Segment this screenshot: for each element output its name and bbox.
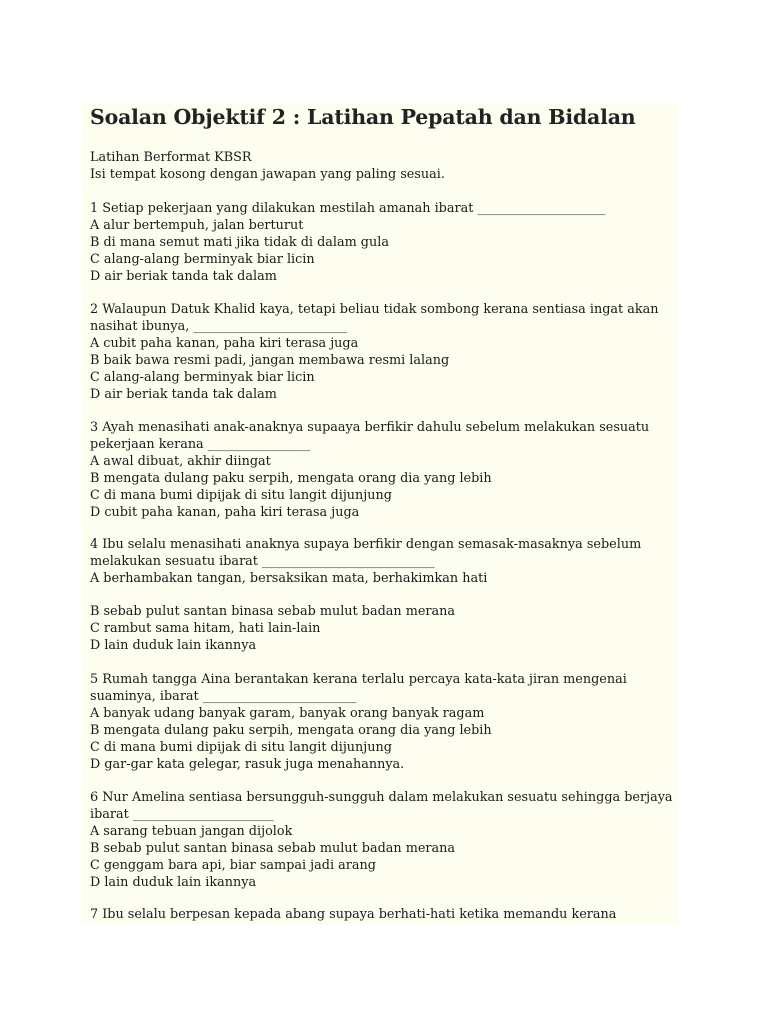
option-a: A alur bertempuh, jalan berturut (90, 218, 304, 233)
question-text: 6 Nur Amelina sentiasa bersungguh-sungguh dalam melakukan sesuatu sehingga berjaya (90, 790, 673, 805)
question-4 (90, 536, 641, 654)
question-text: pekerjaan kerana ________________ (90, 437, 311, 452)
option-d: D lain duduk lain ikannya (90, 638, 257, 653)
option-c: C alang-alang berminyak biar licin (90, 370, 315, 385)
option-a: A cubit paha kanan, paha kiri terasa juga (90, 336, 359, 351)
option-b: B di mana semut mati jika tidak di dalam gula (90, 235, 389, 250)
question-text: 7 Ibu selalu berpesan kepada abang supaya berhati-hati ketika memandu kerana (90, 907, 617, 922)
intro-line: Latihan Berformat KBSR (90, 150, 252, 165)
intro (90, 149, 445, 183)
question-3 (90, 419, 649, 521)
option-b: B mengata dulang paku serpih, mengata orang dia yang lebih (90, 471, 492, 486)
option-a: A banyak udang banyak garam, banyak orang banyak ragam (90, 706, 485, 721)
intro-line: Isi tempat kosong dengan jawapan yang paling sesuai. (90, 167, 445, 182)
question-text: 1 Setiap pekerjaan yang dilakukan mestilah amanah ibarat ____________________ (90, 201, 606, 216)
question-text: 3 Ayah menasihati anak-anaknya supaaya berfikir dahulu sebelum melakukan sesuatu (90, 420, 650, 435)
option-c: C di mana bumi dipijak di situ langit dijunjung (90, 488, 392, 503)
question-text: 5 Rumah tangga Aina berantakan kerana terlalu percaya kata-kata jiran mengenai (90, 672, 627, 687)
question-1 (90, 200, 605, 285)
option-c: C alang-alang berminyak biar licin (90, 252, 315, 267)
question-text: 4 Ibu selalu menasihati anaknya supaya berfikir dengan semasak-masaknya sebelum (90, 537, 642, 552)
option-b: B mengata dulang paku serpih, mengata orang dia yang lebih (90, 723, 492, 738)
option-c: C di mana bumi dipijak di situ langit dijunjung (90, 740, 392, 755)
question-text: ibarat ______________________ (90, 807, 274, 822)
option-a: A awal dibuat, akhir diingat (90, 454, 271, 469)
option-b: B baik bawa resmi padi, jangan membawa resmi lalang (90, 353, 450, 368)
option-d: D cubit paha kanan, paha kiri terasa juga (90, 505, 360, 520)
option-d: D lain duduk lain ikannya (90, 875, 257, 890)
question-6 (90, 789, 673, 891)
question-5 (90, 671, 627, 773)
option-d: D air beriak tanda tak dalam (90, 269, 277, 284)
option-d: D gar-gar kata gelegar, rasuk juga menahannya. (90, 757, 405, 772)
option-b: B sebab pulut santan binasa sebab mulut badan merana (90, 604, 456, 619)
question-2 (90, 301, 659, 403)
option-a: A sarang tebuan jangan dijolok (90, 824, 293, 839)
option-d: D air beriak tanda tak dalam (90, 387, 277, 402)
question-text: suaminya, ibarat ________________________ (90, 689, 357, 704)
page-title: Soalan Objektif 2 : Latihan Pepatah dan Bidalan (90, 105, 636, 129)
question-text: melakukan sesuatu ibarat ___________________________ (90, 554, 435, 569)
question-text: 2 Walaupun Datuk Khalid kaya, tetapi beliau tidak sombong kerana sentiasa ingat akan (90, 302, 659, 317)
option-a: A berhambakan tangan, bersaksikan mata, berhakimkan hati (90, 571, 488, 586)
option-c: C genggam bara api, biar sampai jadi arang (90, 858, 376, 873)
document-page (82, 103, 678, 925)
option-b: B sebab pulut santan binasa sebab mulut badan merana (90, 841, 456, 856)
question-7 (90, 906, 616, 923)
option-c: C rambut sama hitam, hati lain-lain (90, 621, 321, 636)
question-text: nasihat ibunya, ________________________ (90, 319, 347, 334)
